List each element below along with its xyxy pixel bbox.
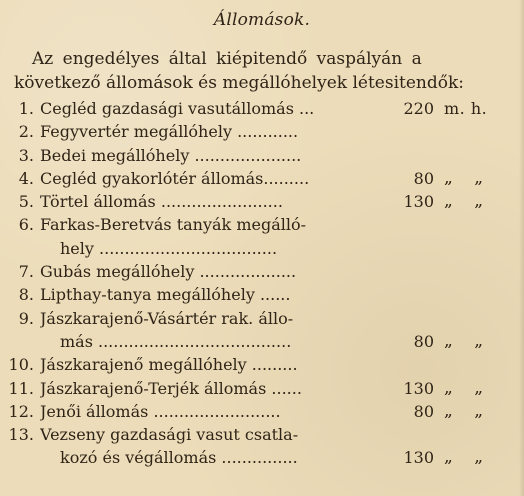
intro-paragraph	[14, 47, 520, 95]
item-unit: „ „	[444, 191, 492, 212]
item-number: 3.	[18, 145, 34, 165]
item-number: 10.	[8, 355, 34, 375]
list-item	[0, 260, 524, 283]
list-item	[0, 120, 524, 143]
item-number: 12.	[8, 401, 34, 421]
item-unit: „ „	[444, 377, 492, 398]
item-label-continuation: más ......................................	[60, 331, 292, 351]
list-item	[0, 97, 524, 120]
item-value: 130	[403, 448, 434, 468]
item-label-continuation: kozó és végállomás ...............	[60, 448, 298, 468]
item-label: Vezseny gazdasági vasut csatla-	[40, 425, 299, 445]
item-label: Farkas-Beretvás tanyák megálló-	[40, 215, 307, 235]
item-value: 80	[413, 331, 434, 351]
item-value: 220	[403, 99, 434, 118]
item-label: Bedei megállóhely .....................	[40, 145, 302, 165]
list-item	[0, 330, 524, 353]
list-item	[0, 144, 524, 167]
item-label: Cegléd gyakorlótér állomás.........	[40, 168, 310, 188]
item-label: Fegyvertér megállóhely ............	[40, 122, 299, 142]
item-unit: m. h.	[444, 99, 488, 118]
item-number: 7.	[18, 262, 34, 282]
intro-line-2: következő állomások és megállóhelyek létesitendők:	[14, 73, 465, 93]
station-list	[0, 97, 524, 470]
item-label: Jászkarajenő-Vásártér rak. állo-	[40, 308, 294, 328]
item-unit: „ „	[444, 447, 492, 468]
item-number: 4.	[18, 168, 34, 188]
item-number: 1.	[18, 99, 34, 118]
item-number: 6.	[18, 215, 34, 235]
list-item	[0, 190, 524, 213]
list-item	[0, 353, 524, 376]
list-item	[0, 377, 524, 400]
list-item	[0, 167, 524, 190]
intro-line-1: Az engedélyes által kiépitendő vaspályán a	[32, 49, 422, 69]
section-heading: Állomások.	[213, 10, 311, 30]
item-number: 8.	[18, 285, 34, 305]
item-number: 2.	[18, 122, 34, 142]
item-unit: „ „	[444, 330, 492, 351]
list-item	[0, 423, 524, 446]
item-label: Cegléd gazdasági vasutállomás ...	[40, 99, 315, 118]
item-unit: „ „	[444, 167, 492, 188]
item-label: Jászkarajenő megállóhely .........	[40, 355, 298, 375]
item-label-continuation: hely ...................................	[60, 238, 278, 258]
item-label: Jászkarajenő-Terjék állomás ......	[40, 378, 302, 398]
list-item	[0, 213, 524, 236]
list-item	[0, 400, 524, 423]
list-item	[0, 237, 524, 260]
item-value: 80	[413, 168, 434, 188]
item-value: 130	[403, 378, 434, 398]
item-number: 11.	[8, 378, 34, 398]
item-number: 5.	[18, 192, 34, 212]
item-label: Gubás megállóhely ...................	[40, 262, 297, 282]
item-number: 9.	[18, 308, 34, 328]
item-value: 80	[413, 401, 434, 421]
item-label: Törtel állomás ........................	[40, 192, 283, 212]
list-item	[0, 307, 524, 330]
list-item	[0, 446, 524, 469]
item-value: 130	[403, 192, 434, 212]
page-crease-shadow	[519, 0, 524, 496]
item-label: Lipthay-tanya megállóhely ......	[40, 285, 291, 305]
item-unit: „ „	[444, 400, 492, 421]
item-number: 13.	[8, 425, 34, 445]
item-label: Jenői állomás .........................	[40, 401, 281, 421]
list-item	[0, 283, 524, 306]
